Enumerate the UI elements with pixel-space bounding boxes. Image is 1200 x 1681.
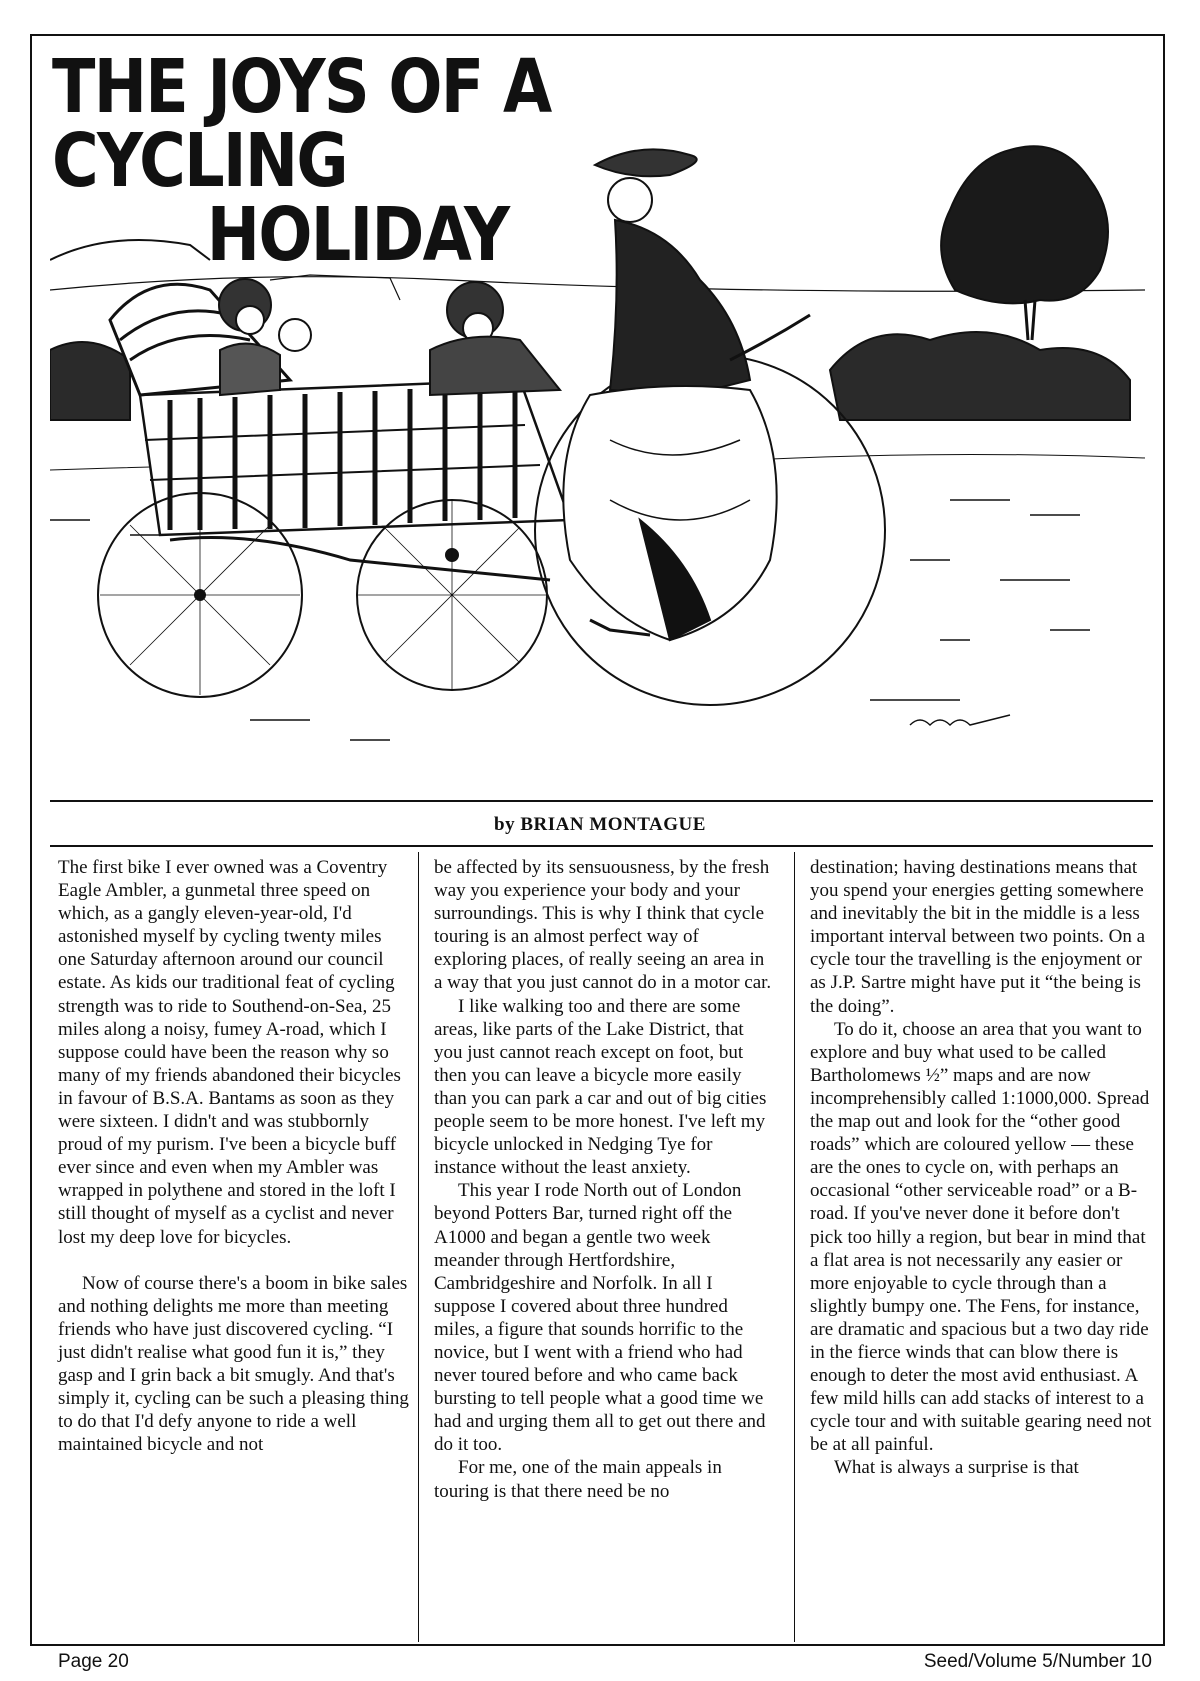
paragraph: Now of course there's a boom in bike sales and nothing delights me more than meeting friends who have just discovered cycling. “I just didn't realise what good fun it is,” they gasp and I grin back a bit smugly. And that's simply it, cycling can be such a pleasing thing to do that I'd defy anyone to ride a well maintained bicycle and not bbox=[58, 1272, 409, 1456]
article-column-3 bbox=[810, 856, 1152, 1636]
article-column-1 bbox=[58, 856, 410, 1636]
divider-top bbox=[50, 800, 1153, 802]
victorian-cycling-illustration bbox=[50, 140, 1145, 795]
title-line-2: HOLIDAY bbox=[206, 192, 509, 278]
paragraph: I like walking too and there are some areas, like parts of the Lake District, that you just cannot reach except on foot, but then you can leave a bicycle more easily than you can park a car and out of big cities people seem to be more honest. I've left my bicycle unlocked in Nedging Tye for instance without the least anxiety. bbox=[434, 995, 767, 1179]
column-divider bbox=[418, 852, 419, 1642]
paragraph: This year I rode North out of London beyond Potters Bar, turned right off the A1000 and began a gentle two week meander through Hertfordshire, Cambridgeshire and Norfolk. In all I suppose I covered about three hundred miles, a figure that sounds horrific to the novice, but I went with a friend who had never toured before and who came back bursting to tell people what a good time we had and urging them all to get out there and do it too. bbox=[434, 1180, 766, 1456]
column-divider bbox=[794, 852, 795, 1642]
divider-bottom bbox=[50, 845, 1153, 847]
issue-info: Seed/Volume 5/Number 10 bbox=[923, 1651, 1152, 1672]
paragraph: destination; having destinations means that you spend your energies getting somewhere and inevitably the bit in the middle is a less important interval between two points. On a cycle tour the travelling is the enjoyment or as J.P. Sartre might have put it “the being is the doing”. bbox=[810, 857, 1146, 1017]
title-line-1: THE JOYS OF A CYCLING bbox=[52, 44, 551, 204]
paragraph: To do it, choose an area that you want to explore and buy what used to be called Bartholomews ½” maps and are now incomprehensibly called 1:1000,000. Spread the map out and look for the “other good roads” which are coloured yellow — these are the ones to cycle on, with perhaps an occasional “other serviceable road” or a B-road. If you've never done it before don't pick too hilly a region, but bear in mind that a flat area is not necessarily any easier or more enjoyable to cycle through than a slightly bumpy one. The Fens, for instance, are dramatic and spacious but a two day ride in the fierce winds that can blow there is enough to deter the most avid enthusiast. A few mild hills can add stacks of interest to a cycle tour and with suitable gearing need not be at all painful. bbox=[810, 1018, 1152, 1456]
page-number: Page 20 bbox=[58, 1651, 129, 1672]
paragraph: What is always a surprise is that bbox=[834, 1457, 1079, 1479]
article-column-2 bbox=[434, 856, 776, 1636]
paragraph: The first bike I ever owned was a Coventry Eagle Ambler, a gunmetal three speed on which, as a gangly eleven-year-old, I'd astonished myself by cycling twenty miles one Saturday afternoon around our council estate. As kids our traditional feat of cycling strength was to ride to Southend-on-Sea, 25 miles along a noisy, fumey A-road, which I suppose could have been the reason why so many of my friends abandoned their bicycles in favour of B.S.A. Bantams as soon as they were sixteen. I didn't and was stubbornly proud of my purism. I've been a bicycle buff ever since and even when my Ambler was wrapped in polythene and stored in the loft I still thought of myself as a cyclist and never lost my deep love for bicycles. bbox=[58, 857, 401, 1248]
paragraph: be affected by its sensuousness, by the fresh way you experience your body and your surroundings. This is why I think that cycle touring is an almost perfect way of exploring places, of really seeing an area in a way that you just cannot do in a motor car. bbox=[434, 857, 772, 994]
paragraph: For me, one of the main appeals in touring is that there need be no bbox=[434, 1457, 722, 1502]
byline: by BRIAN MONTAGUE bbox=[494, 814, 706, 835]
